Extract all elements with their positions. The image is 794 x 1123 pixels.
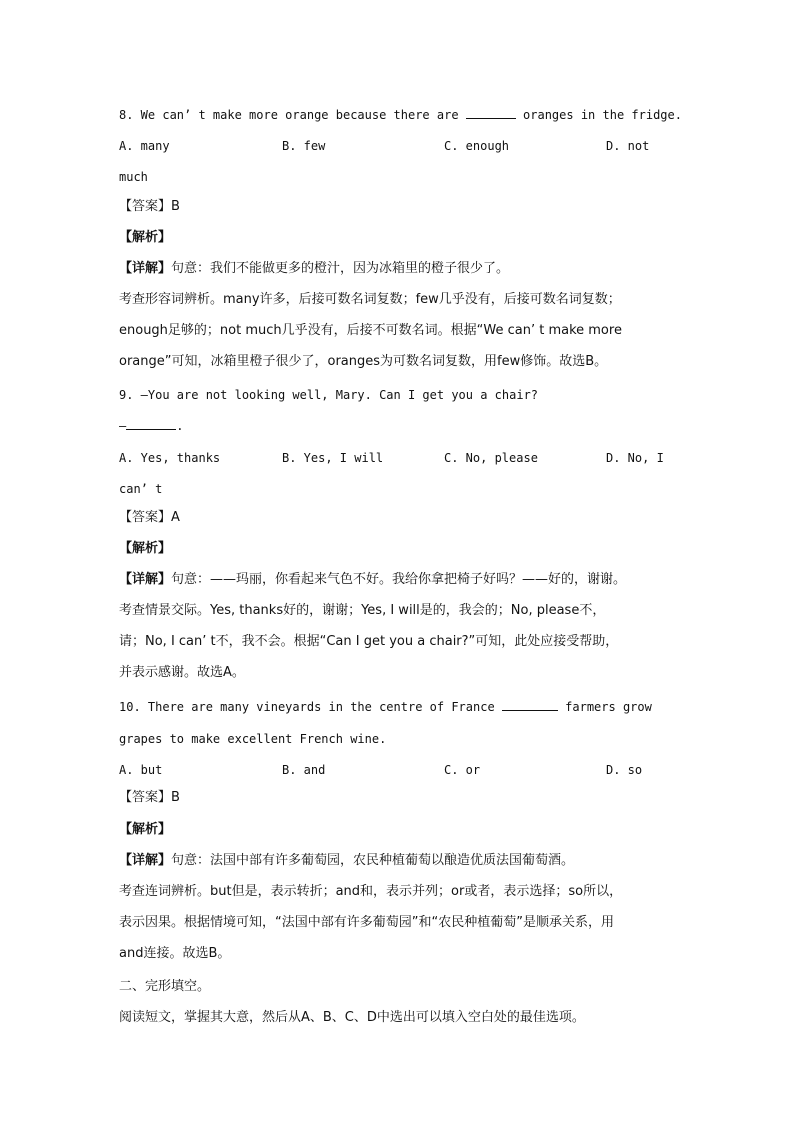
q9-explain-line-3: 并表示感谢。故选A。 [119, 665, 245, 680]
q9-explain-line-2: 请；No, I can’ t不，我不会。根据“Can I get you a chair?”可知，此处应接受帮助， [119, 634, 619, 649]
q10-explain-line-3: and连接。故选B。 [119, 946, 231, 961]
q8-option-d: D. not [606, 139, 650, 153]
q9-reply: — . [119, 419, 184, 433]
q9-option-d: D. No, I [606, 451, 664, 465]
q10-answer: 【答案】B [119, 790, 180, 805]
q8-detail [119, 261, 509, 277]
q8-explain-line-2: enough足够的；not much几乎没有，后接不可数名词。根据“We can’ t make more [119, 323, 622, 338]
q10-explain-line-2: 表示因果。根据情境可知，“法国中部有许多葡萄园”和“农民种植葡萄”是顺承关系，用 [119, 915, 614, 930]
section-title: 二、完形填空。 [119, 979, 211, 994]
q10-detail-text: 句意：法国中部有许多葡萄园，农民种植葡萄以酿造优质法国葡萄酒。 [171, 853, 575, 868]
q10-detail [119, 853, 574, 869]
q9-detail-text: 句意：——玛丽，你看起来气色不好。我给你拿把椅子好吗？——好的，谢谢。 [171, 572, 627, 587]
q9-blank [126, 418, 176, 430]
q10-blank [502, 699, 558, 711]
q10-stem: 10. There are many vineyards in the centre of France farmers grow [119, 700, 652, 714]
q8-analysis-label: 【解析】 [119, 230, 172, 245]
q8-option-c: C. enough [444, 139, 510, 153]
q10-stem-line-2: grapes to make excellent French wine. [119, 732, 387, 746]
section-instruction: 阅读短文，掌握其大意，然后从A、B、C、D中选出可以填入空白处的最佳选项。 [119, 1010, 585, 1025]
q9-option-wrap: can’ t [119, 482, 163, 496]
q8-detail-text: 句意：我们不能做更多的橙汁，因为冰箱里的橙子很少了。 [171, 261, 510, 276]
q8-option-a: A. many [119, 139, 170, 153]
q8-answer: 【答案】B [119, 199, 180, 214]
q8-explain-line-1: 考查形容词辨析。many许多，后接可数名词复数；few几乎没有，后接可数名词复数； [119, 292, 621, 307]
q10-detail-label: 【详解】 [119, 853, 172, 868]
q9-option-a: A. Yes, thanks [119, 451, 221, 465]
q9-detail-label: 【详解】 [119, 572, 172, 587]
q8-option-b: B. few [282, 139, 326, 153]
q9-option-c: C. No, please [444, 451, 538, 465]
q9-analysis-label: 【解析】 [119, 541, 172, 556]
q10-explain-line-1: 考查连词辨析。but但是，表示转折；and和，表示并列；or或者，表示选择；so所以， [119, 884, 623, 899]
q9-option-b: B. Yes, I will [282, 451, 384, 465]
q9-answer: 【答案】A [119, 510, 180, 525]
q9-detail [119, 572, 626, 588]
q8-option-wrap: much [119, 170, 148, 184]
q10-option-d: D. so [606, 763, 643, 777]
q10-analysis-label: 【解析】 [119, 822, 172, 837]
q10-option-a: A. but [119, 763, 163, 777]
q8-detail-label: 【详解】 [119, 261, 172, 276]
q8-explain-line-3: orange”可知，冰箱里橙子很少了，oranges为可数名词复数，用few修饰。故选B。 [119, 354, 608, 369]
q8-stem: 8. We can’ t make more orange because there are oranges in the fridge. [119, 108, 682, 122]
q10-option-b: B. and [282, 763, 326, 777]
q9-explain-line-1: 考查情景交际。Yes, thanks好的，谢谢；Yes, I will是的，我会的；No, please不， [119, 603, 606, 618]
q8-blank [466, 107, 516, 119]
q10-option-c: C. or [444, 763, 481, 777]
q9-stem: 9. —You are not looking well, Mary. Can I get you a chair? [119, 388, 539, 402]
